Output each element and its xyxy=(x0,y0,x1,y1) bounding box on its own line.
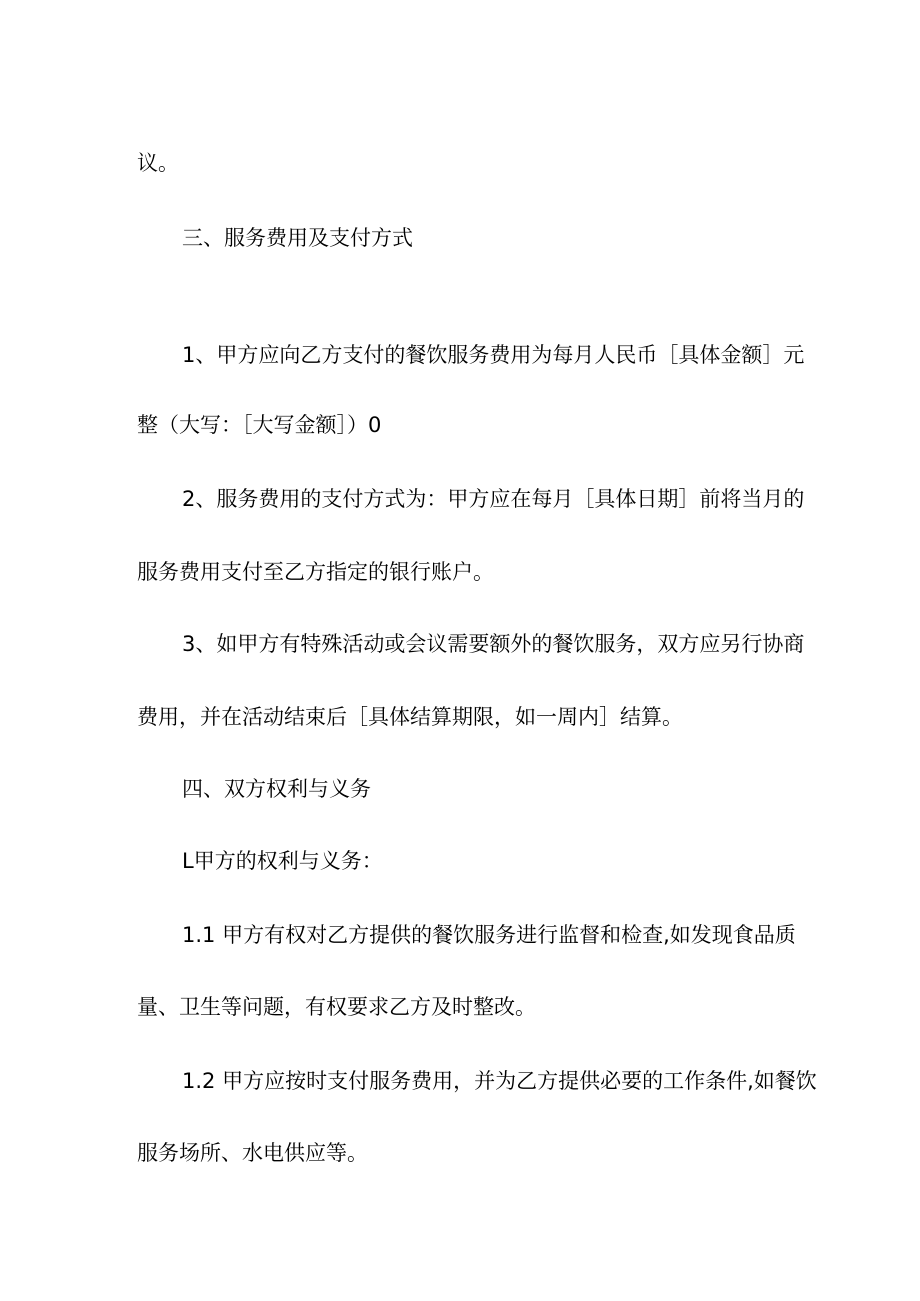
clause-1-1-line-2: 量、卫生等问题，有权要求乙方及时整改。 xyxy=(137,995,536,1019)
clause-1-2-line-1: 1.2 甲方应按时支付服务费用，并为乙方提供必要的工作条件,如餐饮 xyxy=(182,1069,817,1093)
clause-3-2-line-2: 服务费用支付至乙方指定的银行账户。 xyxy=(137,560,494,584)
section-heading-4: 四、双方权利与义务 xyxy=(182,777,371,801)
clause-3-1-line-1: 1、甲方应向乙方支付的餐饮服务费用为每月人民币［具体金额］元 xyxy=(182,343,805,367)
clause-1-1-line-1: 1.1 甲方有权对乙方提供的餐饮服务进行监督和检查,如发现食品质 xyxy=(182,923,796,947)
clause-3-3-line-2: 费用，并在活动结束后［具体结算期限，如一周内］结算。 xyxy=(137,705,683,729)
clause-3-3-line-1: 3、如甲方有特殊活动或会议需要额外的餐饮服务，双方应另行协商 xyxy=(182,632,805,656)
clause-3-1-line-2: 整（大写：［大写金额］）0 xyxy=(137,413,382,437)
clause-3-2-line-1: 2、服务费用的支付方式为：甲方应在每月［具体日期］前将当月的 xyxy=(182,487,805,511)
paragraph-continuation: 议。 xyxy=(137,151,179,175)
subsection-heading-4-1: L甲方的权利与义务： xyxy=(182,849,383,873)
clause-1-2-line-2: 服务场所、水电供应等。 xyxy=(137,1141,368,1165)
section-heading-3: 三、服务费用及支付方式 xyxy=(182,226,413,250)
